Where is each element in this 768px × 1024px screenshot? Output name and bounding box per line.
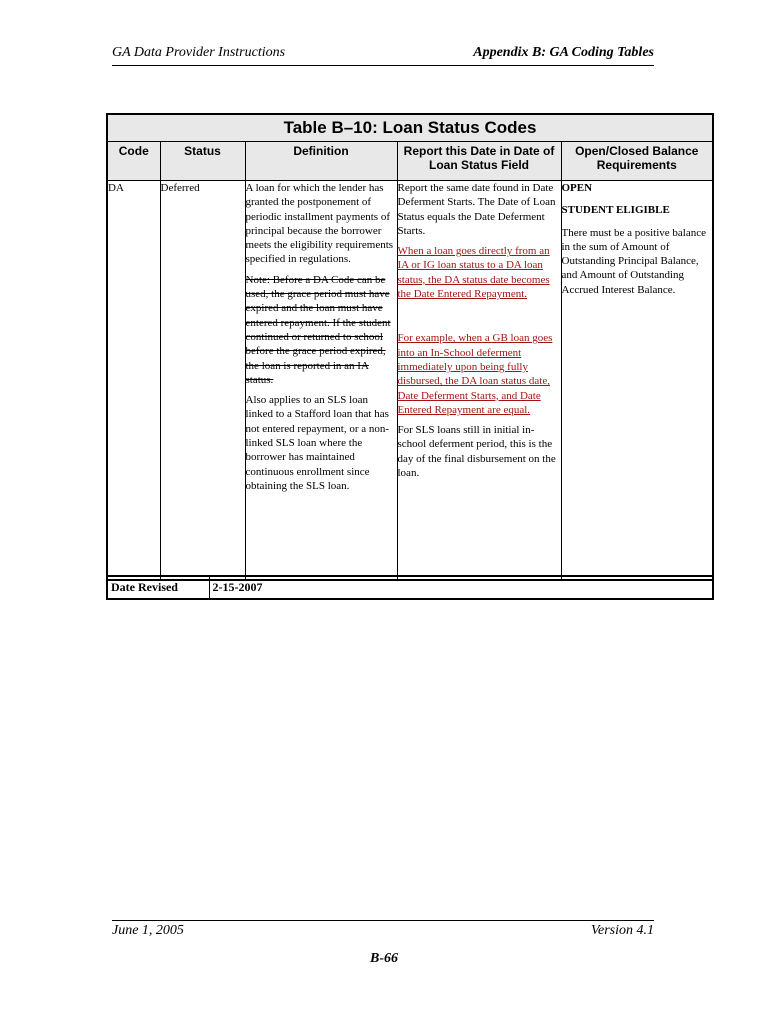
date-revised-value: 2-15-2007 [209, 576, 713, 599]
footer-date: June 1, 2005 [112, 923, 184, 938]
cell-balance [561, 181, 713, 580]
definition-sls-text: Also applies to an SLS loan linked to a Stafford loan that has not entered repayment, or a non-linked SLS loan where the borrower has maintained continuous enrollment since obtaining the SLS loan. [245, 394, 390, 492]
report-date-added-2: For example, when a GB loan goes into an In-School deferment immediately upon being fully disbursed, the DA loan status date, Date Deferment Starts, and Date Entered Repayment are equal. [397, 332, 553, 416]
col-header-definition: Definition [245, 142, 397, 181]
header-right: Appendix B: GA Coding Tables [473, 45, 654, 60]
definition-text: A loan for which the lender has granted the postponement of periodic installment payments of principal because the borrower meets the eligibility requirements specified in regulations. [245, 182, 394, 266]
page-header [112, 45, 654, 66]
balance-text: There must be a positive balance in the sum of Amount of Outstanding Principal Balance, and Amount of Outstanding Accrued Interest Balance. [561, 226, 706, 296]
col-header-report-date: Report this Date in Date of Loan Status Field [397, 142, 561, 181]
date-revised-label: Date Revised [107, 576, 209, 599]
col-header-balance: Open/Closed Balance Requirements [561, 142, 713, 181]
page-number: B-66 [370, 951, 398, 966]
cell-report-date [397, 181, 561, 580]
balance-open: OPEN [561, 182, 593, 194]
definition-struck-note: Note: Before a DA Code can be used, the grace period must have expired and the loan must have entered repayment. If the student continued or returned to school before the grace period expired, the loan is reported in an IA status. [245, 273, 391, 386]
cell-definition [245, 181, 397, 580]
report-date-sls-text: For SLS loans still in initial in-school deferment period, this is the day of the final disbursement on the loan. [397, 424, 556, 480]
cell-code: DA [107, 181, 160, 580]
date-revised-row [106, 575, 714, 600]
header-left: GA Data Provider Instructions [112, 45, 286, 60]
table-row [107, 181, 713, 580]
col-header-code: Code [107, 142, 160, 181]
page-footer [112, 920, 654, 939]
footer-version: Version 4.1 [591, 923, 654, 938]
report-date-added-1: When a loan goes directly from an IA or IG loan status to a DA loan status, the DA status date becomes the Date Entered Repayment. [397, 245, 550, 301]
balance-eligible: STUDENT ELIGIBLE [561, 204, 670, 217]
loan-status-table [106, 113, 714, 581]
table-title: Table B–10: Loan Status Codes [107, 114, 713, 142]
report-date-text: Report the same date found in Date Deferment Starts. The Date of Loan Status equals the Date Deferment Starts. [397, 182, 556, 237]
cell-status: Deferred [160, 181, 245, 580]
col-header-status: Status [160, 142, 245, 181]
